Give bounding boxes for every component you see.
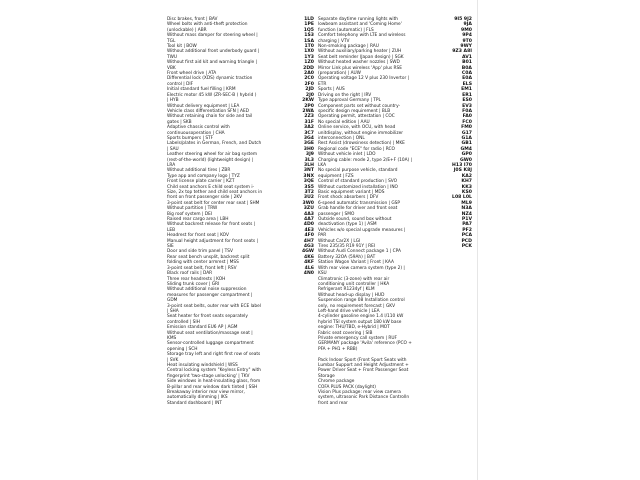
right-code-column: 9I5 9J2 9JA 9M0 9P4 9T0 9WY 9Z3 A8I AV1 B01 B0A C0A E0A ELS EM1 ER1 ES0 EV3 F0A FA0 FC0 FM0 G17 G1A GB1 GM4 GP0 GW0 H13 I70 J0S K8J KA2 KH7 KK3 KS0 L08 L0L ML9 N3A NZ4 P1V PA7 PF2 PCA PCD PCK (452, 17, 472, 250)
left-code-column: 1LD 1PE 1Q5 1S3 1SA 1T0 1X0 1Y3 1Z0 2DD 2A0 2C0 2F0 2JD 2J0 2KW 2P0 2WA 2Z3 31F 3A2 3C7 3G4 3GE 3H0 3J9 3L3 3LH 3NT 3NX 3QE 3S5 3T2 3U2 3W0 3ZU 4A3 4A7 4D0 4E3 4F0 4H7 4G3 4GW 4K6 4KF 4L6 4N0 (301, 17, 314, 277)
page-edge-divider (477, 0, 478, 480)
right-equipment-column: Separate daytime running lights with lowbeam assistant and 'Coming Home' function (automatic) | FLS Comfort telephony with LTE and wireless charging | VTV Non-smoking package | RAU Without auxiliary/parking heater | ZUH Seat belt reminder (Japan design) | SGK Without heated washer nozzles | SWD Mirror Link plus wireless 'App' plus RSE (preparation) | AUW Operating voltage 12 V plus 230 Invertor | ETR Sports | AUS Driving on the right | IRV Type approval Germany | TPL Component parts set without country- specific design requirement | BLB Operating permit, attestation | COC No special edition | AAU Online service, with OCU, with head unitdisplay, without engine immobilizer interconnection | ONL Rest Assist (drowsiness detection) | MKE Regional code "ECE" for radio | RCO Without vehicle inlet | LDO Charging cable: mode 2, type 2/E+F (10A) | LKA No special purpose vehicle, standard equipment | FZS Control of standard production | SVO Without customized installation | INO Basic equipment variant | MDS Front shock absorbers | DFV 6-speed automatic transmission | GSP Grab handle for driver and front seat passenger | SMO Outside sound, sound box without deactivation (type 1) | ASM Vehicles w/o special upgrade measures | PAR Without Car2X | LGI Tires 235/35 R19 91Y | REI Without Audi Connect package 1 | CPA Battery 32OA (59Ah) | BAT Station Wagon Variant | Front | KAA With rear view camera system (type 2) | KSU Climatronic (3-zone) with rear air conditioning unit controller | HKA Refrigerant R1234yf | KLM Without head-up display | HUD Suspension range 08 Installation control only, no requirement forecast | GKV Left-hand drive vehicle | LEA 4-cylinder gasoline engine 1.4 l/110 kW hybrid TSI system output 180 kW base engine: THU/TBD, e-Hybrid | MOT Fabric seat covering | SIB Private emergency call system | RUF GERMANY package 'Avila' reference (PCO + PFA + PH1 + RBB) Pack Indoor Sport (Front Sport Seats with Lumbar Support and Height Adjustment + Power Driver Seat + Front Passenger Seat Storage Chrome package COFA PLUS PACK (daylight) Vision Plus package: rear view camera system, ultrasonic Park Distance Controlln front and rear (318, 17, 413, 406)
left-equipment-column: Disc brakes, front | BAV Wheel bolts with anti-theft protection (unlockable) | ABR Without mass damper for steering wheel | TGL Tool kit | BOW Without additional front underbody guard | TWU Without first aid kit and warning triangle | VBK Front wheel drive | ATA Differential lock (XDS) dynamic traction control | DIF Initial standard fuel filling | KRM Electric motor 45 kW (ZR-SEC-B ( hybrid ) | HYB Without delivery equipment | LEA Vehicle class differentiation SFN | AED Without retaining chain for side and tail gates | SKB Adaptive chassis control with continuousoperation | CHA Sports bumpers | STF Labels/plates in German, French, and Dutch | SAU Leather steering wheel for air bag system (rest-of-the-world) (lightweight design) | LRA Without additional tires | ZBR Type app and company logo | TYZ Front license plate carrier | KZT Child seat anchors E child seat system i- Size, 2x top tether and child seat anchors in front on front passenger side | 2KV 3-point seat belt for center rear seat | SHM Without partition | TRW Big roof system | DEI Raised rear cargo area | LBH Without backrest release for front seats | LEB Headrest for front seat | KOV Manual height adjustment for front seats | SIE Door and side trim panel | TSV Rear seat bench unsplit, backrest split folding with center armrest | MSS 3-point seat belt, front left | RSV Black roof rails | DAR Three rear headrests | KOH Sliding trunk cover | GRI Without additional noise suppression measures for passenger compartment | GDM 3-point seat belts, outer rear with ECE label | SHA Seat heater for front seats separately controlled | SIH Emission standard EU6 AP | AGM Without seat ventilation/massage seat | KMS Sensor-controlled luggage compartment opening | SCH Storage tray left and right first row of seats | SVK Heat insulating windshield | WSS Central locking system "Keyless Entry" with fingerprint 'two-stage unlocking' | TKV Side windows in heat-insulating glass, from B-pillar and rear window dark tinted | SSH Breakaway interior rear view mirror, automatically dimming | IKS Standard dashboard | INT (167, 17, 263, 406)
